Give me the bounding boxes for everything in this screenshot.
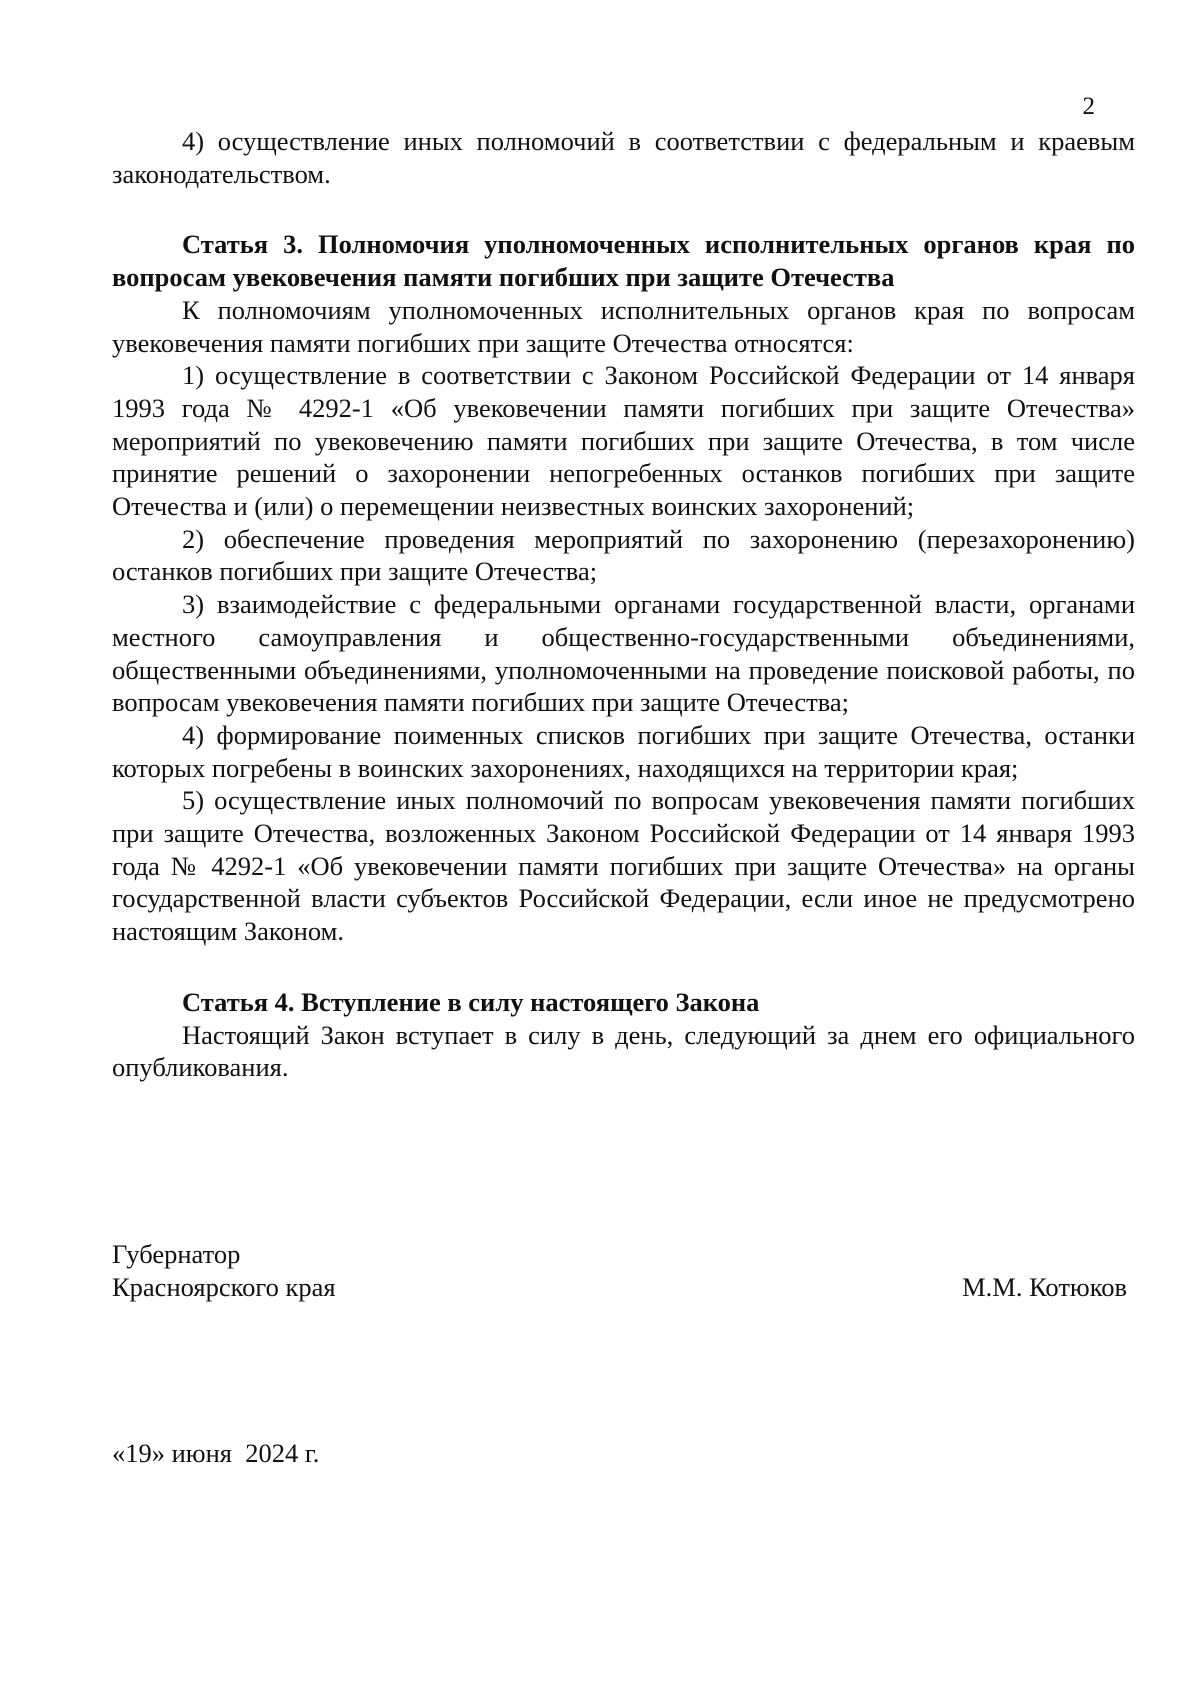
signatory-name: М.М. Котюков: [962, 1272, 1127, 1302]
article2-item-4: 4) осуществление иных полномочий в соответствии с федеральным и краевым законодательством.: [112, 126, 1135, 189]
article4-heading: Статья 4. Вступление в силу настоящего Закона: [182, 986, 760, 1017]
article3-item-4: 4) формирование поименных списков погибших при защите Отечества, останки которых погребены в воинских захоронениях, находящихся на территории края;: [112, 719, 1135, 783]
article4-text: Настоящий Закон вступает в силу в день, следующий за днем его официального опубликования.: [112, 1019, 1135, 1083]
signature-block: [112, 1238, 1135, 1304]
page-number: 2: [1082, 93, 1095, 120]
signature-row: [112, 1271, 1135, 1304]
article3-heading: Статья 3. Полномочия уполномоченных исполнительных органов края по вопросам увековечения памяти погибших при защите Отечества: [112, 229, 1135, 293]
signatory-title-line1: Губернатор: [112, 1239, 241, 1269]
article3-intro: К полномочиям уполномоченных исполнительных органов края по вопросам увековечения памяти погибших при защите Отечества относятся:: [112, 294, 1135, 358]
article3-item-1: 1) осуществление в соответствии с Законом Российской Федерации от 14 января 1993 года № 4292-1 «Об увековечении памяти погибших при защите Отечества» мероприятий по увековечению памяти погибших при защите Отечества, в том числе принятие решений о захоронении непогребенных останков погибших при защите Отечества и (или) о перемещении неизвестных воинских захоронений;: [112, 360, 1135, 522]
document-body: [112, 125, 1135, 1084]
signing-date: «19» июня 2024 г.: [112, 1438, 320, 1468]
article3-item-5: 5) осуществление иных полномочий по вопросам увековечения памяти погибших при защите Отечества, возложенных Законом Российской Федерации от 14 января 1993 года № 4292-1 «Об увековечении памяти погибших при защите Отечества» на органы государственной власти субъектов Российской Федерации, если иное не предусмотрено настоящим Законом.: [112, 785, 1135, 947]
section-spacer: [112, 948, 1135, 986]
signatory-title-line2: Красноярского края: [112, 1272, 336, 1302]
section-spacer: [112, 190, 1135, 228]
article3-item-2: 2) обеспечение проведения мероприятий по захоронению (перезахоронению) останков погибших при защите Отечества;: [112, 523, 1135, 587]
article3-item-3: 3) взаимодействие с федеральными органами государственной власти, органами местного самоуправления и общественно-государственными объединениями, общественными объединениями, уполномоченными на проведение поисковой работы, по вопросам увековечения памяти погибших при защите Отечества;: [112, 589, 1135, 718]
